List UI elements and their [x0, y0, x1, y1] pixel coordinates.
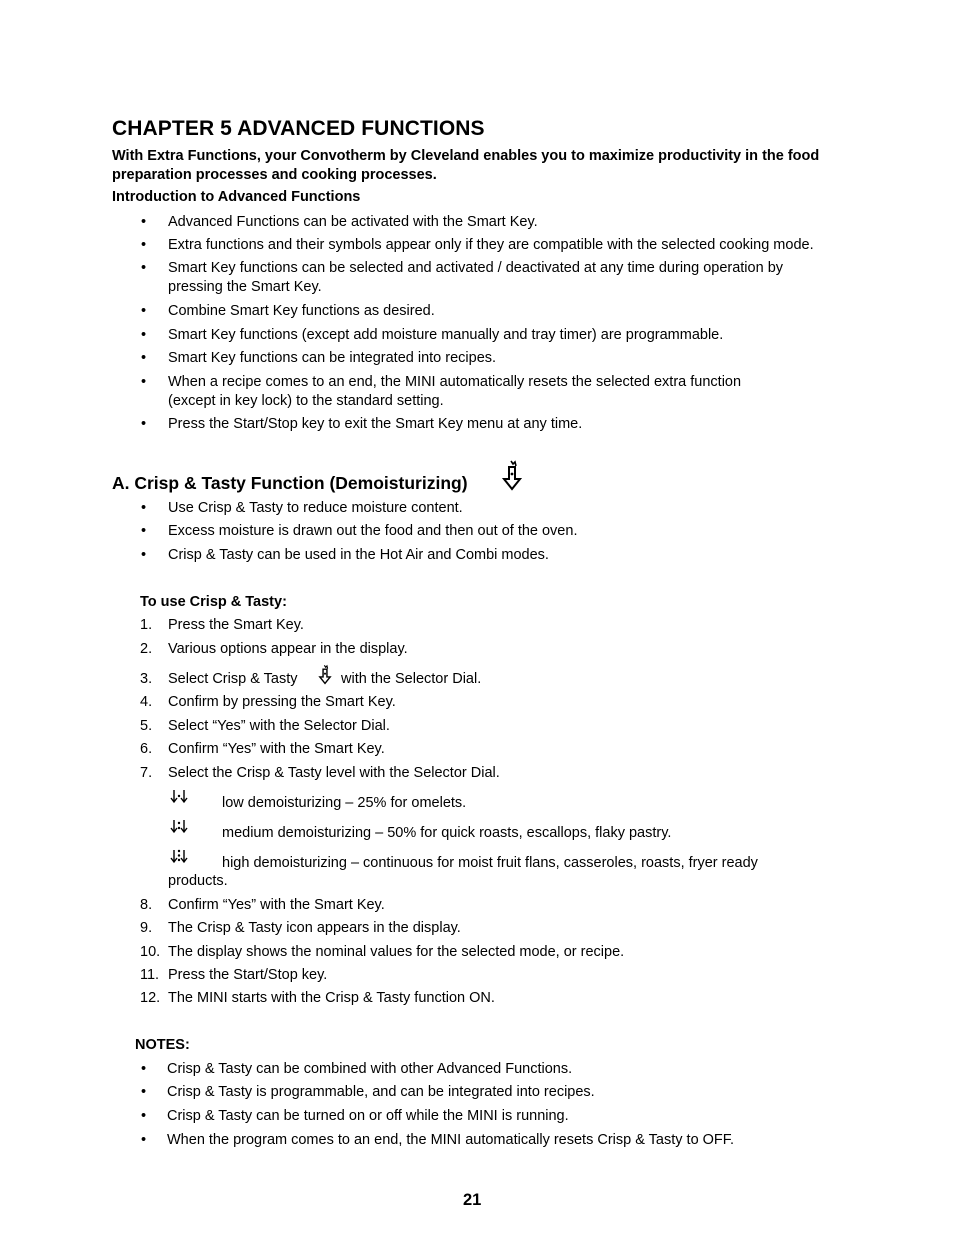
crisp-tasty-icon — [317, 664, 333, 686]
step-number: 4. — [140, 694, 153, 710]
step-text: Press the Smart Key. — [168, 617, 304, 633]
step-text: Select the Crisp & Tasty level with the Selector Dial. — [168, 765, 500, 781]
level-text: low demoisturizing – 25% for omelets. — [222, 795, 467, 811]
high-demoisturizing-icon — [170, 848, 190, 868]
section-a-bullet: Excess moisture is drawn out the food and then out of the oven. — [168, 523, 578, 539]
level-text-continued: products. — [168, 873, 228, 889]
step-text: Confirm by pressing the Smart Key. — [168, 694, 396, 710]
bullet-marker: • — [141, 303, 147, 319]
intro-paragraph: With Extra Functions, your Convotherm by Cleveland enables you to maximize productivity in the food preparation processes and cooking processes. — [112, 148, 820, 183]
level-text: high demoisturizing – continuous for moist fruit flans, casseroles, roasts, fryer ready — [222, 855, 758, 871]
intro-bullet-continued: (except in key lock) to the standard setting. — [168, 393, 444, 409]
intro-bullet: Combine Smart Key functions as desired. — [168, 303, 435, 319]
step-number: 10. — [140, 944, 161, 960]
crisp-tasty-icon — [500, 459, 524, 493]
section-a-title: A. Crisp & Tasty Function (Demoisturizing) — [112, 473, 468, 493]
page-number: 21 — [463, 1191, 482, 1209]
medium-demoisturizing-icon — [170, 818, 190, 838]
note-item: Crisp & Tasty can be turned on or off while the MINI is running. — [167, 1108, 569, 1124]
intro-bullet: Extra functions and their symbols appear only if they are compatible with the selected cooking mode. — [168, 237, 814, 253]
bullet-marker: • — [141, 260, 147, 276]
bullet-marker: • — [141, 214, 147, 230]
low-demoisturizing-icon — [170, 788, 190, 808]
bullet-marker: • — [141, 416, 147, 432]
step-text: Press the Start/Stop key. — [168, 967, 328, 983]
step-number: 9. — [140, 920, 153, 936]
bullet-marker: • — [141, 374, 147, 390]
bullet-marker: • — [141, 547, 147, 563]
note-item: Crisp & Tasty can be combined with other Advanced Functions. — [167, 1061, 573, 1077]
step-text: Confirm “Yes” with the Smart Key. — [168, 897, 385, 913]
step-number: 1. — [140, 617, 153, 633]
bullet-marker: • — [141, 1108, 147, 1124]
intro-bullet: Advanced Functions can be activated with the Smart Key. — [168, 214, 538, 230]
use-heading: To use Crisp & Tasty: — [140, 594, 287, 610]
bullet-marker: • — [141, 1061, 147, 1077]
step-text-continued: with the Selector Dial. — [341, 671, 482, 687]
level-text: medium demoisturizing – 50% for quick roasts, escallops, flaky pastry. — [222, 825, 672, 841]
notes-heading: NOTES: — [135, 1037, 190, 1053]
step-number: 7. — [140, 765, 153, 781]
intro-bullet: Press the Start/Stop key to exit the Smart Key menu at any time. — [168, 416, 583, 432]
step-text: The MINI starts with the Crisp & Tasty function ON. — [168, 990, 495, 1006]
section-a-bullet: Use Crisp & Tasty to reduce moisture content. — [168, 500, 463, 516]
step-text: The display shows the nominal values for the selected mode, or recipe. — [168, 944, 625, 960]
intro-bullet: Smart Key functions can be integrated into recipes. — [168, 350, 497, 366]
chapter-title: CHAPTER 5 ADVANCED FUNCTIONS — [112, 117, 485, 140]
intro-bullet: When a recipe comes to an end, the MINI automatically resets the selected extra function — [168, 374, 742, 390]
intro-bullet: Smart Key functions can be selected and activated / deactivated at any time during operation by — [168, 260, 784, 276]
note-item: Crisp & Tasty is programmable, and can be integrated into recipes. — [167, 1084, 595, 1100]
bullet-marker: • — [141, 500, 147, 516]
step-number: 11. — [140, 967, 160, 983]
intro-heading: Introduction to Advanced Functions — [112, 189, 361, 205]
step-text: Confirm “Yes” with the Smart Key. — [168, 741, 385, 757]
bullet-marker: • — [141, 350, 147, 366]
step-number: 12. — [140, 990, 161, 1006]
bullet-marker: • — [141, 237, 147, 253]
step-number: 2. — [140, 641, 153, 657]
step-text: Various options appear in the display. — [168, 641, 408, 657]
bullet-marker: • — [141, 523, 147, 539]
intro-bullet: Smart Key functions (except add moisture manually and tray timer) are programmable. — [168, 327, 724, 343]
intro-bullet-continued: pressing the Smart Key. — [168, 279, 322, 295]
step-number: 5. — [140, 718, 153, 734]
step-number: 8. — [140, 897, 153, 913]
bullet-marker: • — [141, 1132, 147, 1148]
step-text: The Crisp & Tasty icon appears in the display. — [168, 920, 461, 936]
section-a-bullet: Crisp & Tasty can be used in the Hot Air and Combi modes. — [168, 547, 549, 563]
step-text: Select “Yes” with the Selector Dial. — [168, 718, 390, 734]
step-number: 6. — [140, 741, 153, 757]
bullet-marker: • — [141, 327, 147, 343]
step-text: Select Crisp & Tasty — [168, 671, 298, 687]
bullet-marker: • — [141, 1084, 147, 1100]
note-item: When the program comes to an end, the MINI automatically resets Crisp & Tasty to OFF. — [167, 1132, 735, 1148]
step-number: 3. — [140, 671, 153, 687]
